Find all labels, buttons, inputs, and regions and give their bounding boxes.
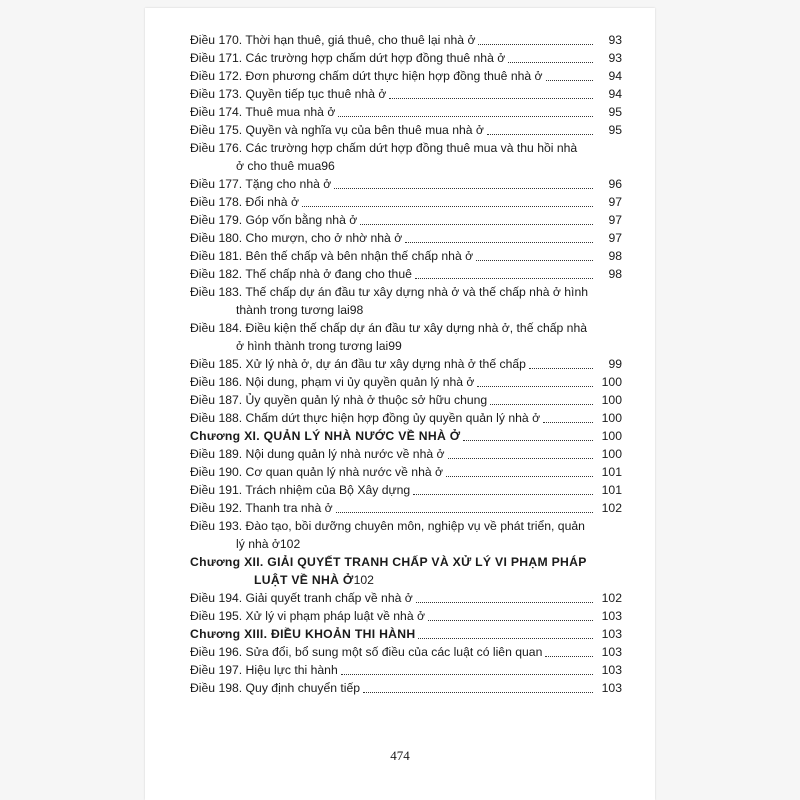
toc-entry bbox=[190, 589, 622, 607]
toc-chapter-heading bbox=[190, 427, 622, 445]
chapter-title: Chương XIII. ĐIỀU KHOẢN THI HÀNH bbox=[190, 627, 416, 641]
toc-entry-title: Điều 195. Xử lý vi phạm pháp luật về nhà ở bbox=[190, 609, 425, 623]
toc-entry-page: 100 bbox=[601, 447, 622, 461]
toc-entry-page: 103 bbox=[601, 663, 622, 677]
toc-entry-title-line2: ở cho thuê mua bbox=[236, 159, 322, 173]
toc-entry bbox=[190, 373, 622, 391]
toc-entry-page: 103 bbox=[601, 627, 622, 641]
toc-entry-page: 94 bbox=[608, 87, 622, 101]
toc-entry-title: Điều 177. Tặng cho nhà ở bbox=[190, 177, 332, 191]
toc-entry-page: 95 bbox=[608, 105, 622, 119]
toc-entry bbox=[190, 139, 622, 175]
toc-entry-page: 103 bbox=[601, 609, 622, 623]
leader-dots bbox=[428, 620, 593, 621]
toc-entry-page: 100 bbox=[601, 375, 622, 389]
toc-entry bbox=[190, 463, 622, 481]
leader-dots bbox=[415, 278, 593, 279]
toc-entry bbox=[190, 67, 622, 85]
chapter-title: Chương XI. QUẢN LÝ NHÀ NƯỚC VỀ NHÀ Ở bbox=[190, 429, 461, 443]
toc-entry bbox=[190, 229, 622, 247]
toc-entry-title: Điều 170. Thời hạn thuê, giá thuê, cho thuê lại nhà ở bbox=[190, 33, 476, 47]
toc-entry-title-line1: Điều 183. Thế chấp dự án đầu tư xây dựng nhà ở và thế chấp nhà ở hình bbox=[190, 285, 589, 299]
toc-entry-page: 96 bbox=[321, 159, 335, 173]
toc-entry-page: 101 bbox=[601, 465, 622, 479]
toc-entry-page: 102 bbox=[279, 537, 301, 551]
leader-dots bbox=[476, 260, 593, 261]
toc-entry-title: Điều 175. Quyền và nghĩa vụ của bên thuê mua nhà ở bbox=[190, 123, 484, 137]
leader-dots bbox=[334, 188, 593, 189]
toc-entry-page: 97 bbox=[608, 213, 622, 227]
toc-entry-page: 97 bbox=[608, 195, 622, 209]
toc-entry-page: 102 bbox=[353, 573, 374, 587]
toc-entry-page: 99 bbox=[388, 339, 402, 353]
toc-entry bbox=[190, 193, 622, 211]
toc-entry-title-line1: Điều 184. Điều kiện thế chấp dự án đầu tư xây dựng nhà ở, thế chấp nhà bbox=[190, 321, 588, 335]
toc-entry bbox=[190, 283, 622, 319]
chapter-title-line1: Chương XII. GIẢI QUYẾT TRANH CHẤP VÀ XỬ LÝ VI PHẠM PHÁP bbox=[190, 555, 587, 569]
leader-dots bbox=[389, 98, 593, 99]
leader-dots bbox=[463, 440, 593, 441]
toc-entry-title: Điều 182. Thế chấp nhà ở đang cho thuê bbox=[190, 267, 412, 281]
leader-dots bbox=[545, 656, 593, 657]
leader-dots bbox=[418, 638, 593, 639]
toc-entry-title: Điều 181. Bên thế chấp và bên nhận thế chấp nhà ở bbox=[190, 249, 474, 263]
leader-dots bbox=[341, 674, 593, 675]
table-of-contents bbox=[190, 31, 622, 697]
toc-entry-page: 102 bbox=[601, 591, 622, 605]
toc-entry bbox=[190, 211, 622, 229]
toc-entry bbox=[190, 49, 622, 67]
toc-entry bbox=[190, 445, 622, 463]
toc-entry-title: Điều 188. Chấm dứt thực hiện hợp đồng ủy quyền quản lý nhà ở bbox=[190, 411, 541, 425]
chapter-title-line2: LUẬT VỀ NHÀ Ở bbox=[254, 573, 354, 587]
toc-entry-page: 98 bbox=[608, 249, 622, 263]
toc-entry-title: Điều 187. Ủy quyền quản lý nhà ở thuộc sở hữu chung bbox=[190, 393, 488, 407]
toc-entry bbox=[190, 319, 622, 355]
toc-entry-page: 100 bbox=[601, 411, 622, 425]
toc-entry-title: Điều 171. Các trường hợp chấm dứt hợp đồng thuê nhà ở bbox=[190, 51, 506, 65]
toc-entry-page: 100 bbox=[601, 429, 622, 443]
toc-entry-page: 103 bbox=[601, 645, 622, 659]
toc-entry-title: Điều 194. Giải quyết tranh chấp về nhà ở bbox=[190, 591, 413, 605]
leader-dots bbox=[302, 206, 593, 207]
toc-entry bbox=[190, 643, 622, 661]
toc-entry-title-line1: Điều 193. Đào tạo, bồi dưỡng chuyên môn, nghiệp vụ về phát triển, quản bbox=[190, 519, 585, 533]
toc-entry bbox=[190, 265, 622, 283]
toc-entry-title: Điều 197. Hiệu lực thi hành bbox=[190, 663, 338, 677]
toc-entry bbox=[190, 517, 622, 553]
toc-entry-page: 101 bbox=[601, 483, 622, 497]
leader-dots bbox=[360, 224, 593, 225]
toc-entry bbox=[190, 121, 622, 139]
toc-entry-title-line1: Điều 176. Các trường hợp chấm dứt hợp đồng thuê mua và thu hồi nhà bbox=[190, 141, 578, 155]
toc-entry-title: Điều 189. Nội dung quản lý nhà nước về nhà ở bbox=[190, 447, 445, 461]
leader-dots bbox=[478, 44, 593, 45]
leader-dots bbox=[543, 422, 593, 423]
toc-entry-title: Điều 186. Nội dung, phạm vi ủy quyền quản lý nhà ở bbox=[190, 375, 475, 389]
toc-entry-title: Điều 174. Thuê mua nhà ở bbox=[190, 105, 336, 119]
toc-entry-title-line2: thành trong tương lai bbox=[236, 303, 350, 317]
toc-entry bbox=[190, 499, 622, 517]
toc-chapter-heading bbox=[190, 553, 622, 589]
leader-dots bbox=[338, 116, 593, 117]
leader-dots bbox=[508, 62, 593, 63]
leader-dots bbox=[448, 458, 593, 459]
toc-entry bbox=[190, 679, 622, 697]
toc-entry-title: Điều 173. Quyền tiếp tục thuê nhà ở bbox=[190, 87, 387, 101]
toc-entry-title: Điều 180. Cho mượn, cho ở nhờ nhà ở bbox=[190, 231, 403, 245]
toc-entry bbox=[190, 31, 622, 49]
toc-entry-title: Điều 172. Đơn phương chấm dứt thực hiện hợp đồng thuê nhà ở bbox=[190, 69, 543, 83]
toc-entry bbox=[190, 661, 622, 679]
toc-entry-title: Điều 185. Xử lý nhà ở, dự án đầu tư xây dựng nhà ở thế chấp bbox=[190, 357, 526, 371]
toc-entry bbox=[190, 391, 622, 409]
toc-entry-page: 99 bbox=[608, 357, 622, 371]
leader-dots bbox=[405, 242, 593, 243]
leader-dots bbox=[446, 476, 593, 477]
leader-dots bbox=[487, 134, 593, 135]
toc-entry-title: Điều 196. Sửa đổi, bổ sung một số điều của các luật có liên quan bbox=[190, 645, 543, 659]
toc-entry-page: 97 bbox=[608, 231, 622, 245]
toc-entry-page: 95 bbox=[608, 123, 622, 137]
leader-dots bbox=[336, 512, 593, 513]
toc-entry-page: 94 bbox=[608, 69, 622, 83]
toc-entry-title: Điều 191. Trách nhiệm của Bộ Xây dựng bbox=[190, 483, 411, 497]
toc-chapter-heading bbox=[190, 625, 622, 643]
toc-entry bbox=[190, 481, 622, 499]
toc-entry-page: 103 bbox=[601, 681, 622, 695]
toc-entry-page: 102 bbox=[601, 501, 622, 515]
toc-entry bbox=[190, 409, 622, 427]
toc-entry-title: Điều 198. Quy định chuyển tiếp bbox=[190, 681, 361, 695]
toc-entry-title: Điều 179. Góp vốn bằng nhà ở bbox=[190, 213, 358, 227]
leader-dots bbox=[529, 368, 593, 369]
page-number: 474 bbox=[390, 748, 410, 763]
leader-dots bbox=[413, 494, 593, 495]
toc-entry-title-line2: lý nhà ở bbox=[236, 537, 280, 551]
toc-entry-page: 93 bbox=[608, 33, 622, 47]
leader-dots bbox=[363, 692, 593, 693]
toc-entry-title: Điều 178. Đổi nhà ở bbox=[190, 195, 299, 209]
leader-dots bbox=[546, 80, 593, 81]
toc-entry bbox=[190, 607, 622, 625]
leader-dots bbox=[490, 404, 593, 405]
toc-entry-page: 98 bbox=[349, 303, 364, 317]
toc-entry-page: 93 bbox=[608, 51, 622, 65]
leader-dots bbox=[416, 602, 593, 603]
leader-dots bbox=[477, 386, 593, 387]
toc-entry-page: 100 bbox=[601, 393, 622, 407]
toc-entry-title: Điều 192. Thanh tra nhà ở bbox=[190, 501, 333, 515]
toc-entry bbox=[190, 175, 622, 193]
toc-entry-title-line2: ở hình thành trong tương lai bbox=[236, 339, 389, 353]
toc-entry bbox=[190, 247, 622, 265]
toc-entry-title: Điều 190. Cơ quan quản lý nhà nước về nhà ở bbox=[190, 465, 444, 479]
toc-entry-page: 98 bbox=[608, 267, 622, 281]
toc-entry-page: 96 bbox=[608, 177, 622, 191]
toc-entry bbox=[190, 103, 622, 121]
toc-entry bbox=[190, 355, 622, 373]
toc-entry bbox=[190, 85, 622, 103]
